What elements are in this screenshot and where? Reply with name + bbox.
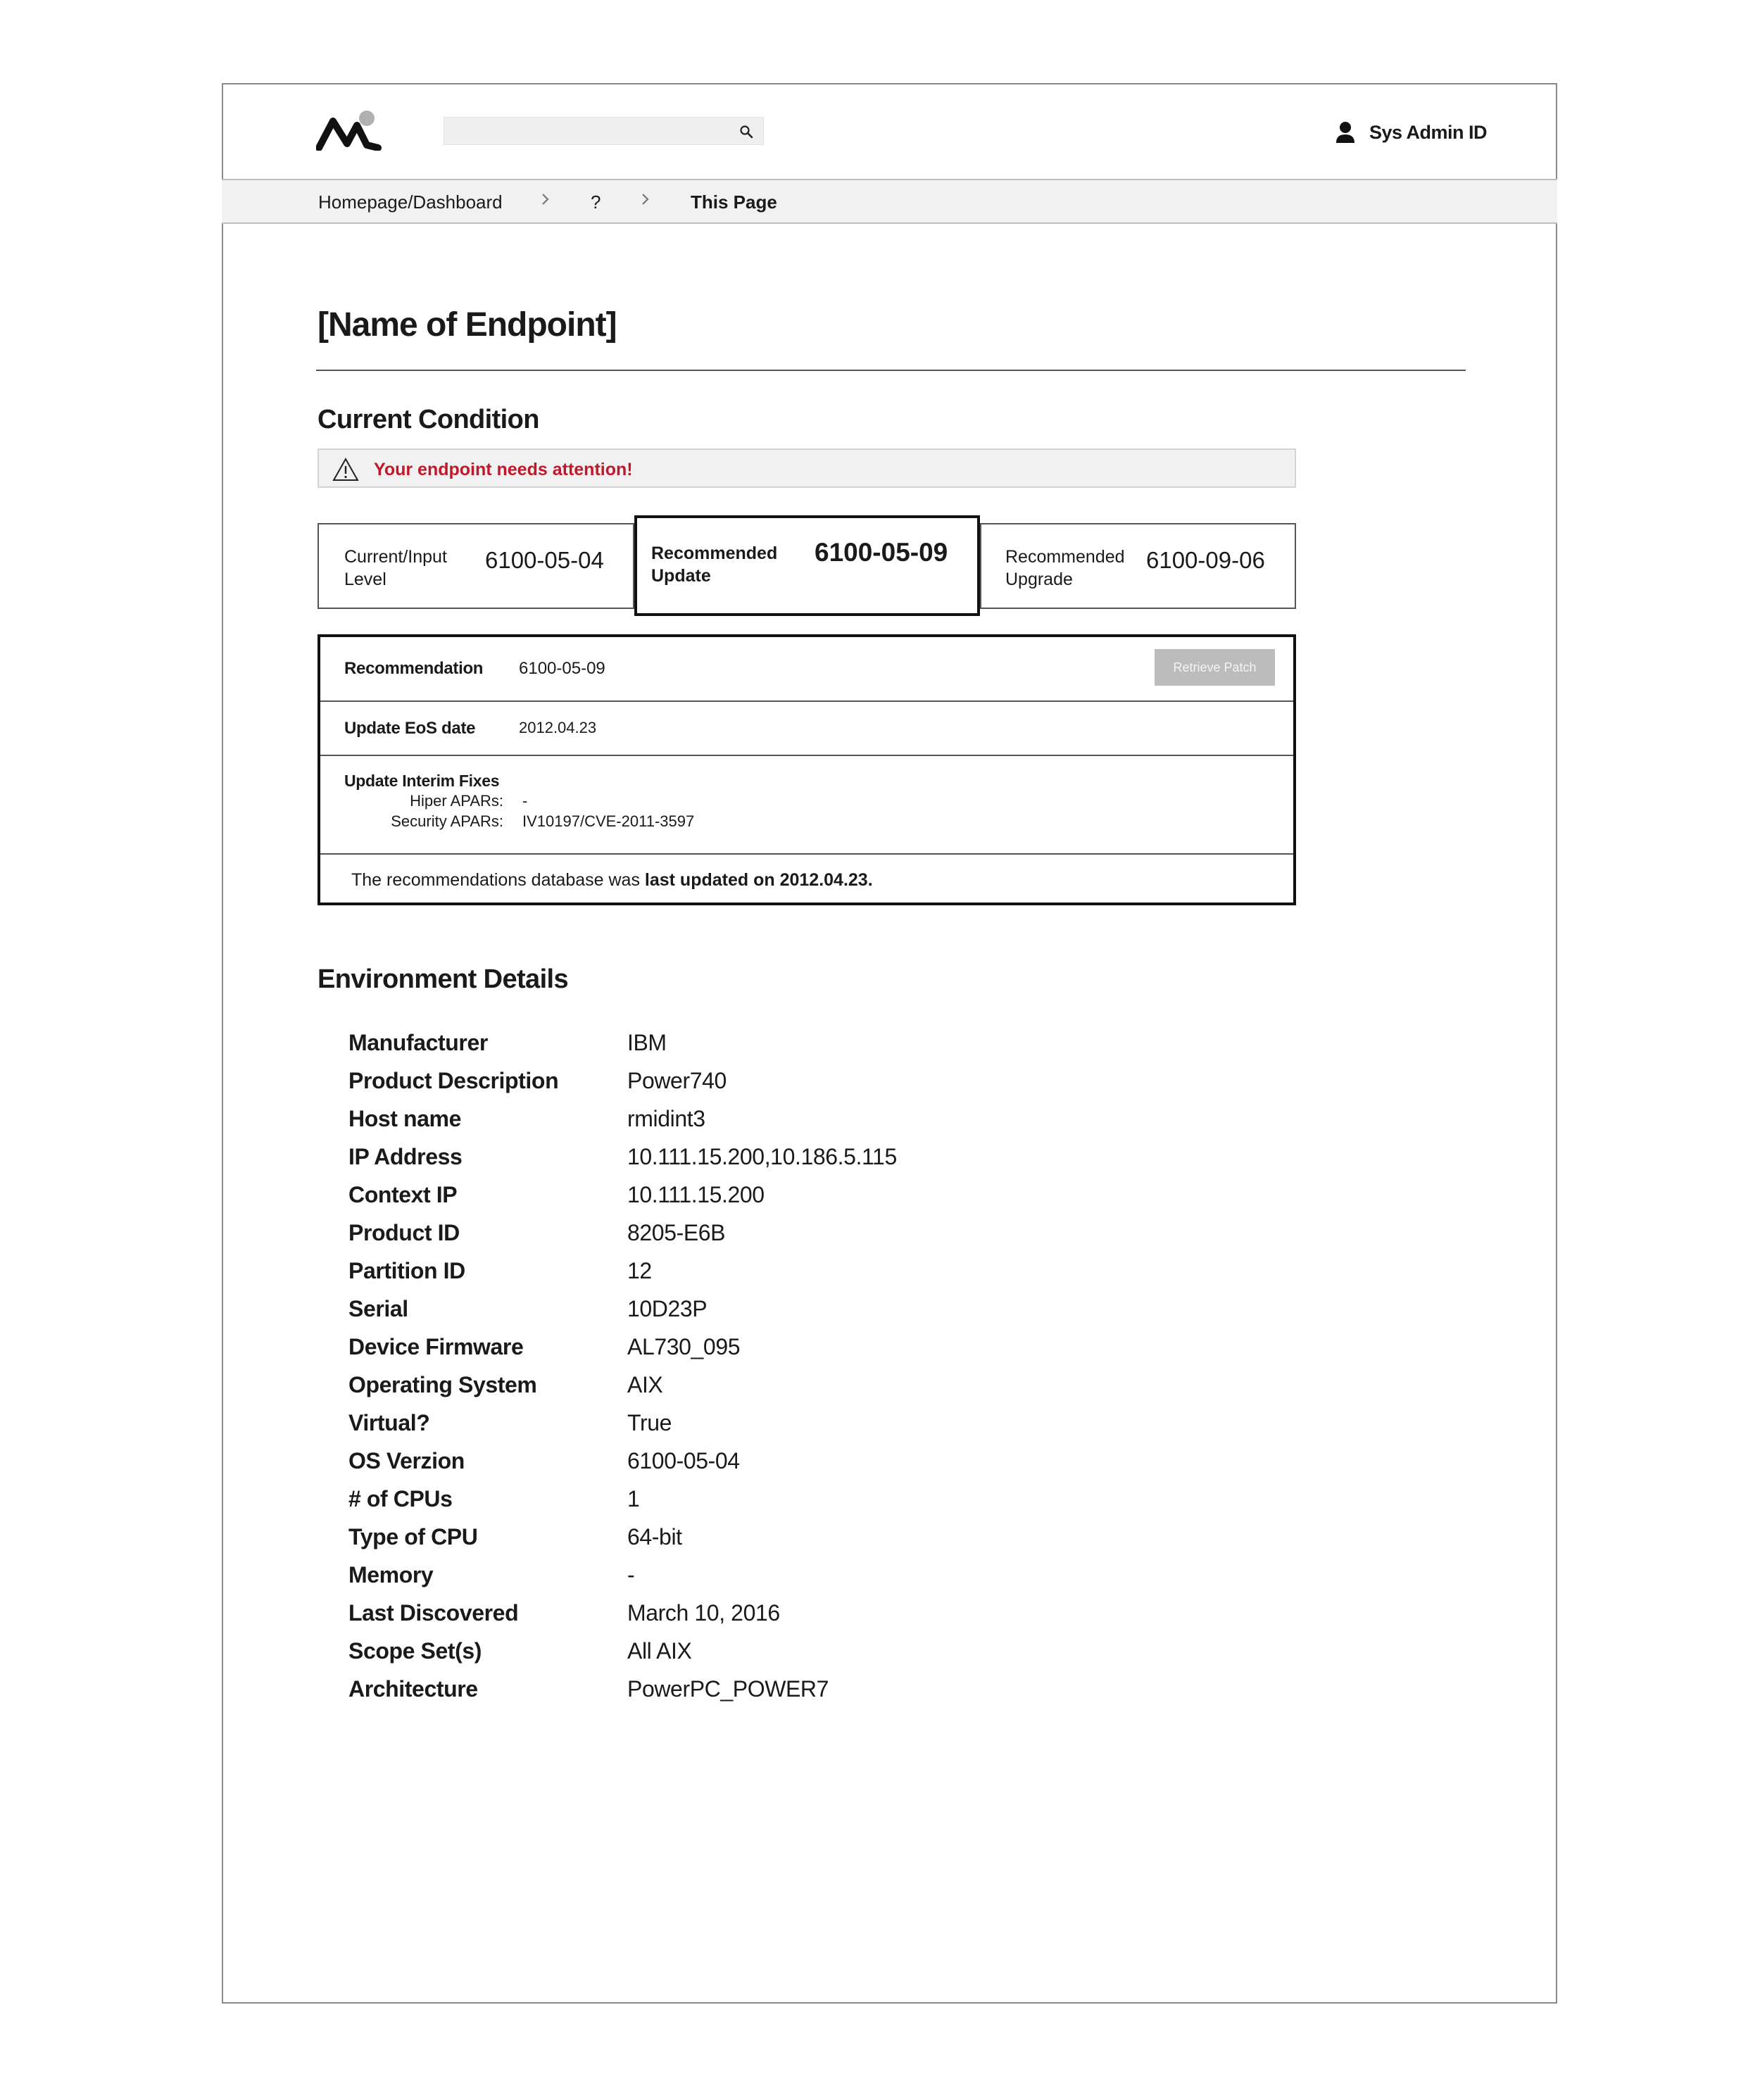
env-label: Operating System	[348, 1372, 537, 1397]
list-item	[348, 1600, 1123, 1638]
list-item	[348, 1068, 1123, 1106]
list-item	[348, 1486, 1123, 1524]
eos-label: Update EoS date	[344, 719, 476, 738]
recommendation-label: Recommendation	[344, 659, 484, 678]
env-value: -	[627, 1562, 635, 1587]
list-item	[348, 1524, 1123, 1562]
upgrade-label-line2: Upgrade	[1005, 570, 1073, 589]
user-menu[interactable]	[1335, 118, 1487, 146]
recommendation-panel	[318, 634, 1296, 905]
recommended-upgrade-card	[980, 523, 1296, 609]
env-value: 10.111.15.200	[627, 1182, 765, 1207]
list-item	[348, 1258, 1123, 1296]
search-input[interactable]	[444, 118, 763, 144]
env-label: Architecture	[348, 1676, 478, 1702]
attention-alert	[318, 448, 1296, 488]
search-box	[444, 117, 764, 145]
env-value: 1	[627, 1486, 640, 1511]
env-value: March 10, 2016	[627, 1600, 780, 1626]
env-label: Device Firmware	[348, 1334, 524, 1359]
list-item	[348, 1562, 1123, 1600]
update-label-line2: Update	[651, 566, 711, 586]
env-label: Serial	[348, 1296, 408, 1321]
list-item	[348, 1334, 1123, 1372]
db-note	[351, 870, 873, 891]
alert-text: Your endpoint needs attention!	[374, 460, 633, 479]
page-frame	[222, 83, 1557, 2004]
interim-fixes-row	[320, 756, 1293, 855]
chevron-right-icon	[539, 189, 553, 210]
list-item	[348, 1182, 1123, 1220]
breadcrumb-current: This Page	[691, 191, 777, 213]
current-level-value: 6100-05-04	[485, 547, 604, 573]
breadcrumb-middle[interactable]: ?	[591, 191, 601, 213]
title-divider	[316, 370, 1466, 371]
page-title: [Name of Endpoint]	[318, 306, 617, 344]
current-level-label-line1: Current/Input	[344, 547, 447, 567]
list-item	[348, 1030, 1123, 1068]
list-item	[348, 1296, 1123, 1334]
breadcrumb-home[interactable]: Homepage/Dashboard	[318, 191, 503, 213]
env-label: Scope Set(s)	[348, 1638, 482, 1664]
list-item	[348, 1676, 1123, 1714]
eos-value: 2012.04.23	[519, 719, 597, 736]
upgrade-label-line1: Recommended	[1005, 547, 1125, 567]
list-item	[348, 1410, 1123, 1448]
env-label: IP Address	[348, 1144, 463, 1169]
security-apars-value: IV10197/CVE-2011-3597	[522, 812, 695, 830]
env-label: OS Verzion	[348, 1448, 465, 1473]
current-level-label-line2: Level	[344, 570, 386, 589]
env-value: AIX	[627, 1372, 663, 1397]
env-label: Memory	[348, 1562, 434, 1587]
current-level-card	[318, 523, 634, 609]
env-label: Host name	[348, 1106, 461, 1131]
upgrade-value: 6100-09-06	[1146, 547, 1265, 573]
env-value: All AIX	[627, 1638, 692, 1664]
list-item	[348, 1372, 1123, 1410]
env-value: IBM	[627, 1030, 667, 1055]
env-value: True	[627, 1410, 672, 1435]
current-condition-title: Current Condition	[318, 405, 539, 434]
user-label: Sys Admin ID	[1369, 121, 1487, 143]
env-label: Last Discovered	[348, 1600, 519, 1626]
env-label: Product ID	[348, 1220, 460, 1245]
update-label-line1: Recommended	[651, 543, 778, 563]
env-value: AL730_095	[627, 1334, 741, 1359]
hiper-apars-label: Hiper APARs:	[410, 792, 503, 810]
security-apars-label: Security APARs:	[391, 812, 503, 830]
chevron-right-icon	[639, 189, 653, 210]
env-value: Power740	[627, 1068, 727, 1093]
env-label: Product Description	[348, 1068, 559, 1093]
db-note-bold: last updated on 2012.04.23.	[644, 870, 873, 890]
db-note-row	[320, 855, 1293, 905]
env-value: PowerPC_POWER7	[627, 1676, 829, 1702]
environment-details-title: Environment Details	[318, 964, 569, 994]
breadcrumb	[222, 179, 1557, 224]
recommended-update-card	[634, 515, 980, 616]
retrieve-patch-button[interactable]: Retrieve Patch	[1155, 649, 1275, 686]
list-item	[348, 1144, 1123, 1182]
user-icon	[1335, 121, 1355, 144]
search-icon[interactable]	[738, 123, 755, 140]
eos-row	[320, 702, 1293, 756]
env-value: 6100-05-04	[627, 1448, 740, 1473]
recommendation-value: 6100-05-09	[519, 659, 605, 678]
update-value: 6100-05-09	[815, 538, 948, 567]
recommendation-row	[320, 637, 1293, 702]
env-value: 12	[627, 1258, 652, 1283]
interim-fixes-label: Update Interim Fixes	[344, 772, 500, 790]
env-label: Context IP	[348, 1182, 458, 1207]
list-item	[348, 1448, 1123, 1486]
env-label: Virtual?	[348, 1410, 430, 1435]
list-item	[348, 1638, 1123, 1676]
top-header	[223, 84, 1556, 179]
env-label: Partition ID	[348, 1258, 465, 1283]
hiper-apars-value: -	[522, 792, 528, 810]
environment-details-list	[348, 1030, 1123, 1714]
env-value: 64-bit	[627, 1524, 682, 1549]
list-item	[348, 1220, 1123, 1258]
list-item	[348, 1106, 1123, 1144]
env-value: 8205-E6B	[627, 1220, 726, 1245]
warning-icon	[332, 457, 360, 482]
brand-logo[interactable]	[316, 108, 386, 151]
env-value: 10.111.15.200,10.186.5.115	[627, 1144, 897, 1169]
db-note-prefix: The recommendations database was	[351, 870, 645, 890]
env-label: Manufacturer	[348, 1030, 488, 1055]
env-value: 10D23P	[627, 1296, 708, 1321]
env-label: # of CPUs	[348, 1486, 453, 1511]
env-label: Type of CPU	[348, 1524, 478, 1549]
env-value: rmidint3	[627, 1106, 705, 1131]
